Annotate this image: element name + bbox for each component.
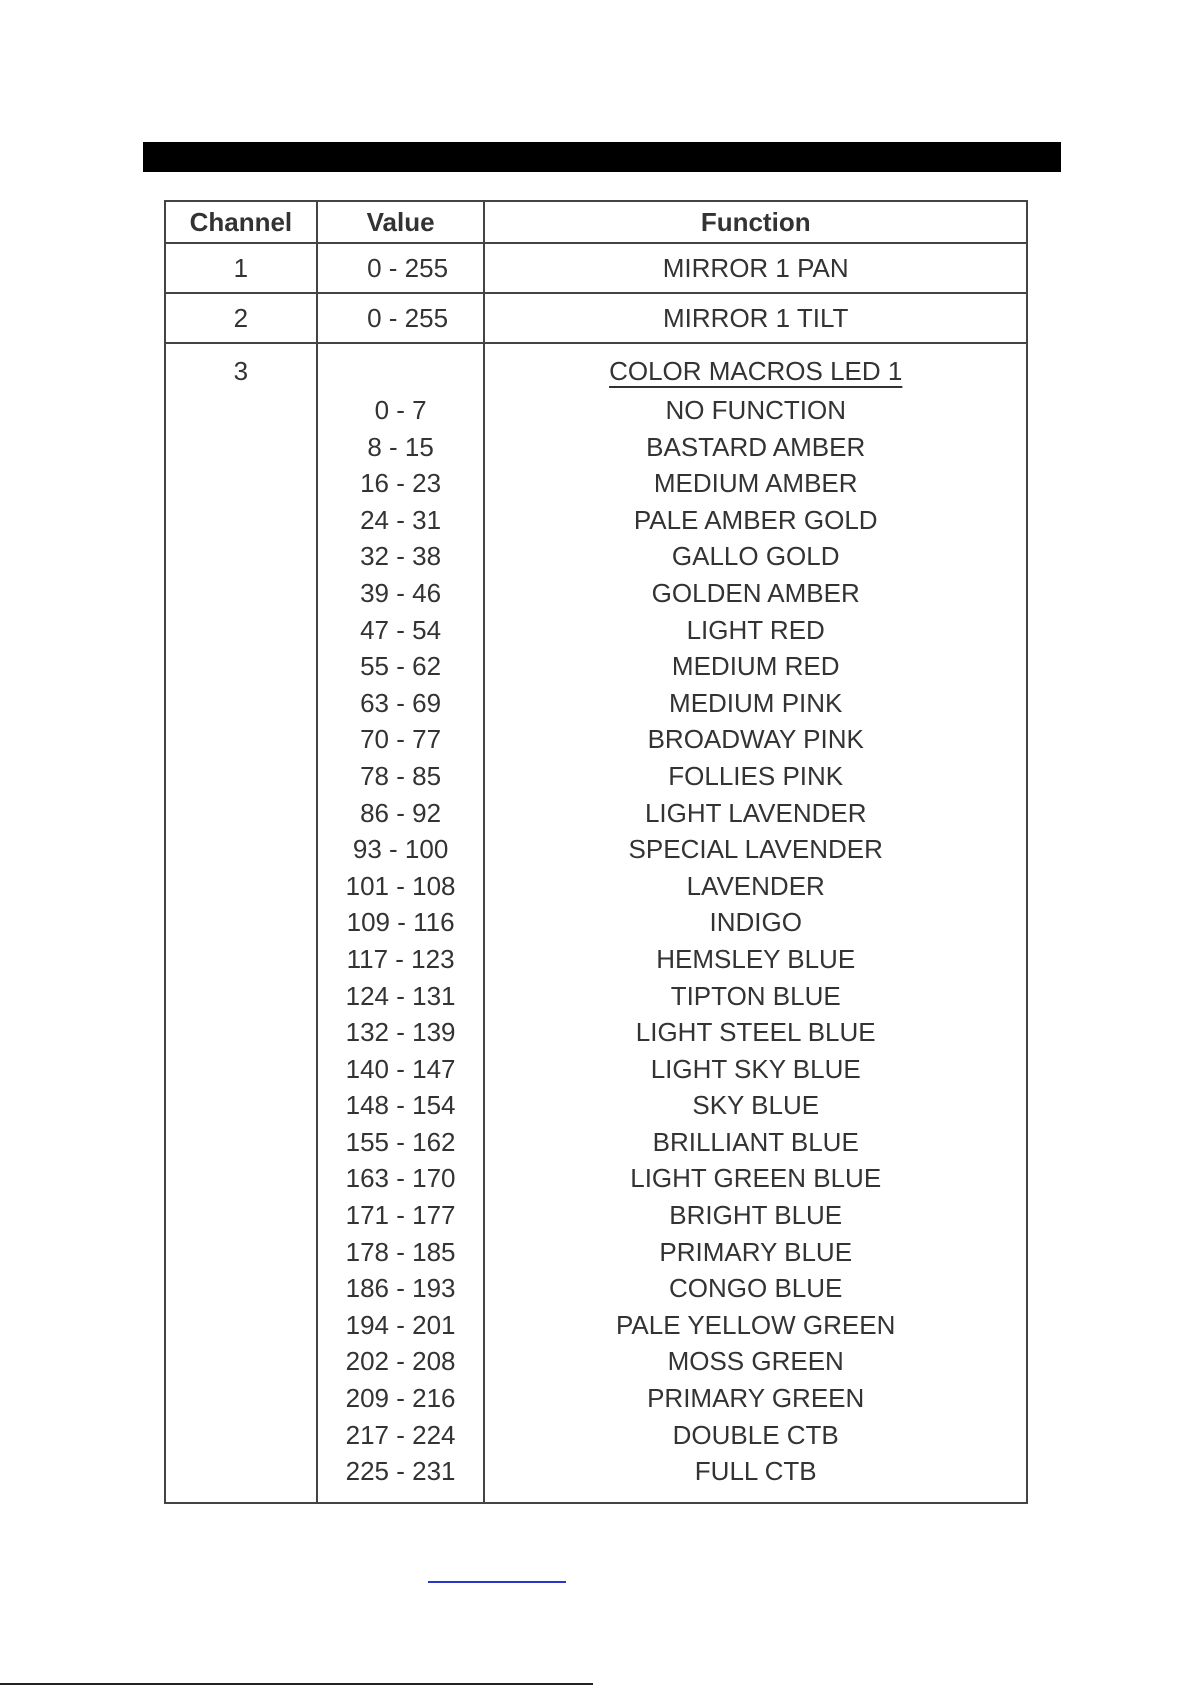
color-macro-name: INDIGO bbox=[709, 907, 802, 938]
color-macro-name: FOLLIES PINK bbox=[668, 760, 844, 791]
color-macro-name: PALE YELLOW GREEN bbox=[616, 1309, 896, 1340]
value-range: 124 - 131 bbox=[345, 980, 456, 1011]
value-range: 109 - 116 bbox=[346, 907, 455, 938]
section-header-bar bbox=[143, 142, 1061, 172]
color-macros-heading-text: COLOR MACROS LED 1 bbox=[609, 356, 903, 386]
color-macro-name: CONGO BLUE bbox=[669, 1273, 843, 1304]
value-range: 202 - 208 bbox=[345, 1346, 456, 1377]
value-range: 8 - 15 bbox=[367, 431, 434, 462]
value-list bbox=[318, 392, 484, 1502]
value-range: 148 - 154 bbox=[345, 1090, 456, 1121]
channel-cell: 3 bbox=[165, 343, 317, 1503]
color-macro-name: NO FUNCTION bbox=[665, 395, 846, 425]
color-macro-name: LIGHT LAVENDER bbox=[644, 797, 867, 828]
color-macro-name: PRIMARY GREEN bbox=[647, 1383, 865, 1414]
value-range: 155 - 162 bbox=[345, 1126, 456, 1157]
table-row bbox=[165, 293, 1027, 343]
color-macro-name: BRIGHT BLUE bbox=[669, 1200, 843, 1231]
color-macro-name: LIGHT RED bbox=[686, 614, 825, 645]
color-macro-name: LAVENDER bbox=[686, 870, 825, 901]
color-macro-name: LIGHT STEEL BLUE bbox=[635, 1017, 876, 1048]
color-macro-name: GALLO GOLD bbox=[671, 541, 840, 572]
value-range: 217 - 224 bbox=[345, 1419, 456, 1450]
value-range: 93 - 100 bbox=[352, 834, 449, 865]
value-range: 47 - 54 bbox=[360, 614, 442, 645]
color-macro-name: PALE AMBER GOLD bbox=[633, 504, 878, 535]
value-range: 55 - 62 bbox=[360, 651, 442, 682]
header-function: Function bbox=[484, 201, 1027, 243]
value-range: 101 - 108 bbox=[345, 870, 456, 901]
table-header-row bbox=[165, 201, 1027, 243]
value-range: 0 - 7 bbox=[374, 395, 427, 425]
color-macro-name: FULL CTB bbox=[694, 1456, 817, 1487]
value-cell: 0 - 255 bbox=[317, 243, 485, 293]
value-range: 24 - 31 bbox=[360, 504, 442, 535]
color-macro-name: DOUBLE CTB bbox=[672, 1419, 839, 1450]
value-range: 39 - 46 bbox=[360, 577, 442, 608]
value-range: 63 - 69 bbox=[360, 687, 442, 718]
color-macro-name: LIGHT SKY BLUE bbox=[650, 1053, 861, 1084]
value-cell: 0 - 255 bbox=[317, 293, 485, 343]
color-macros-heading bbox=[485, 344, 1026, 392]
dmx-channel-table bbox=[164, 200, 1028, 1504]
value-range: 194 - 201 bbox=[345, 1309, 456, 1340]
link-underline bbox=[428, 1581, 566, 1583]
value-list-cell bbox=[317, 343, 485, 1503]
value-range: 209 - 216 bbox=[345, 1383, 456, 1414]
value-range: 178 - 185 bbox=[345, 1236, 456, 1267]
value-range: 117 - 123 bbox=[346, 943, 455, 974]
function-cell: MIRROR 1 PAN bbox=[484, 243, 1027, 293]
value-range: 186 - 193 bbox=[345, 1273, 456, 1304]
color-macro-name: HEMSLEY BLUE bbox=[656, 943, 856, 974]
color-macro-name: GOLDEN AMBER bbox=[651, 577, 860, 608]
value-range: 132 - 139 bbox=[345, 1017, 456, 1048]
table-row bbox=[165, 243, 1027, 293]
value-range: 32 - 38 bbox=[360, 541, 442, 572]
value-range: 78 - 85 bbox=[360, 760, 442, 791]
color-macro-name: BRILLIANT BLUE bbox=[652, 1126, 859, 1157]
function-list-cell bbox=[484, 343, 1027, 1503]
value-range: 16 - 23 bbox=[360, 468, 442, 499]
value-range: 163 - 170 bbox=[345, 1163, 456, 1194]
header-channel: Channel bbox=[165, 201, 317, 243]
color-macro-name: SPECIAL LAVENDER bbox=[628, 834, 883, 865]
color-macro-name: BROADWAY PINK bbox=[647, 724, 864, 755]
color-macro-name: BASTARD AMBER bbox=[646, 431, 866, 462]
function-cell: MIRROR 1 TILT bbox=[484, 293, 1027, 343]
color-macro-name: MOSS GREEN bbox=[667, 1346, 844, 1377]
value-range: 171 - 177 bbox=[345, 1200, 456, 1231]
value-range: 225 - 231 bbox=[345, 1456, 456, 1487]
color-macro-name: SKY BLUE bbox=[692, 1090, 820, 1121]
value-range: 140 - 147 bbox=[345, 1053, 456, 1084]
channel-cell: 1 bbox=[165, 243, 317, 293]
header-value: Value bbox=[317, 201, 485, 243]
value-range: 70 - 77 bbox=[360, 724, 442, 755]
value-range: 86 - 92 bbox=[360, 797, 442, 828]
color-macro-name: MEDIUM AMBER bbox=[653, 468, 858, 499]
color-macro-name: TIPTON BLUE bbox=[670, 980, 841, 1011]
table-row-channel-3 bbox=[165, 343, 1027, 1503]
color-macro-name: MEDIUM PINK bbox=[669, 687, 843, 718]
color-macro-name: LIGHT GREEN BLUE bbox=[630, 1163, 882, 1194]
color-macro-name: PRIMARY BLUE bbox=[659, 1236, 853, 1267]
function-list bbox=[485, 392, 1026, 1502]
color-macro-name: MEDIUM RED bbox=[671, 651, 840, 682]
channel-cell: 2 bbox=[165, 293, 317, 343]
